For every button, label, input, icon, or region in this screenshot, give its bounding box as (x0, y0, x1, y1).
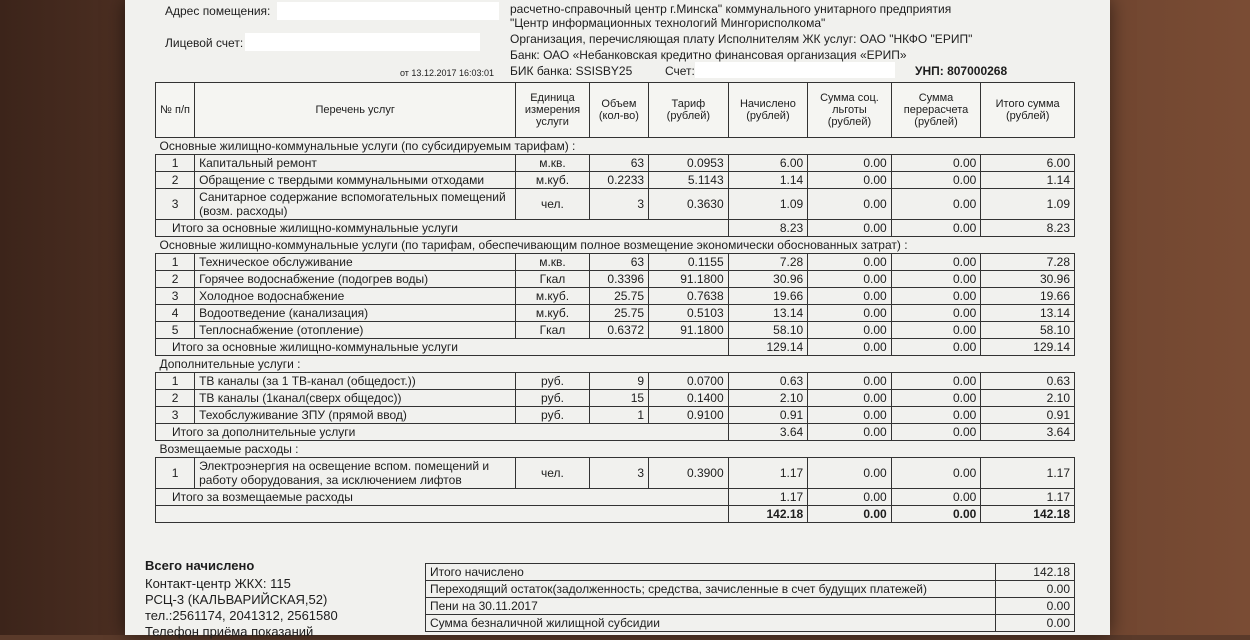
cell-benefit: 0.00 (808, 407, 892, 424)
col-header: Итого сумма (рублей) (981, 83, 1075, 138)
account-redaction (245, 33, 480, 51)
summary-label: Пени на 30.11.2017 (426, 598, 996, 615)
cell-charged: 2.10 (728, 390, 808, 407)
summary-value: 0.00 (996, 581, 1075, 598)
cell-charged: 1.14 (728, 172, 808, 189)
cell-unit: Гкал (516, 271, 589, 288)
col-header: № п/п (156, 83, 195, 138)
summary-value: 142.18 (996, 564, 1075, 581)
section-total-total: 129.14 (981, 339, 1075, 356)
cell-benefit: 0.00 (808, 458, 892, 489)
table-row (156, 288, 1075, 305)
issue-date: от 13.12.2017 16:03:01 (400, 68, 495, 78)
org-line: Организация, перечисляющая плату Исполнителям ЖК услуг: ОАО "НКФО "ЕРИП" (510, 32, 973, 46)
section-total-total: 3.64 (981, 424, 1075, 441)
grand-total-benefit: 0.00 (808, 506, 892, 523)
cell-benefit: 0.00 (808, 288, 892, 305)
section-total-recalc: 0.00 (891, 339, 981, 356)
section-total-recalc: 0.00 (891, 424, 981, 441)
services-table (155, 82, 1075, 523)
cell-n: 2 (156, 271, 195, 288)
section-total-row (156, 339, 1075, 356)
cell-benefit: 0.00 (808, 305, 892, 322)
unp-label: УНП: 807000268 (915, 64, 1008, 78)
cell-qty: 3 (589, 189, 648, 220)
table-row (156, 390, 1075, 407)
cell-total: 30.96 (981, 271, 1075, 288)
utility-bill-document (125, 0, 1110, 639)
cell-recalc: 0.00 (891, 271, 981, 288)
cell-charged: 58.10 (728, 322, 808, 339)
cell-n: 1 (156, 458, 195, 489)
cell-rate: 0.3630 (649, 189, 729, 220)
cell-unit: м.кв. (516, 155, 589, 172)
cell-name: ТВ каналы (за 1 ТВ-канал (общедост.)) (195, 373, 516, 390)
section-total-benefit: 0.00 (808, 424, 892, 441)
cell-charged: 13.14 (728, 305, 808, 322)
section-total-row (156, 220, 1075, 237)
summary-label: Переходящий остаток(задолженность; средства, зачисленные в счет будущих платежей) (426, 581, 996, 598)
summary-row (426, 581, 1075, 598)
col-header: Начислено (рублей) (728, 83, 808, 138)
cell-recalc: 0.00 (891, 305, 981, 322)
cell-unit: Гкал (516, 322, 589, 339)
col-header: Сумма перерасчета (рублей) (891, 83, 981, 138)
section-total-label: Итого за основные жилищно-коммунальные услуги (156, 339, 729, 356)
summary-table (425, 563, 1075, 632)
contact-line: тел.:2561174, 2041312, 2561580 (145, 608, 338, 623)
cell-unit: чел. (516, 458, 589, 489)
cell-qty: 0.6372 (589, 322, 648, 339)
cell-benefit: 0.00 (808, 390, 892, 407)
section-title: Основные жилищно-коммунальные услуги (по тарифам, обеспечивающим полное возмещение экономически обоснованных затрат) : (156, 237, 1075, 254)
cell-recalc: 0.00 (891, 458, 981, 489)
cell-rate: 0.0953 (649, 155, 729, 172)
summary-value: 0.00 (996, 615, 1075, 632)
summary-label: Сумма безналичной жилищной субсидии (426, 615, 996, 632)
cell-qty: 9 (589, 373, 648, 390)
cell-unit: м.куб. (516, 288, 589, 305)
cell-recalc: 0.00 (891, 373, 981, 390)
cell-benefit: 0.00 (808, 322, 892, 339)
address-redaction (277, 2, 499, 20)
cell-rate: 91.1800 (649, 271, 729, 288)
col-header: Перечень услуг (195, 83, 516, 138)
summary-label: Итого начислено (426, 564, 996, 581)
cell-total: 2.10 (981, 390, 1075, 407)
section-total-label: Итого за дополнительные услуги (156, 424, 729, 441)
cell-name: Горячее водоснабжение (подогрев воды) (195, 271, 516, 288)
cell-qty: 25.75 (589, 305, 648, 322)
summary-value: 0.00 (996, 598, 1075, 615)
cell-name: Техническое обслуживание (195, 254, 516, 271)
section-title: Основные жилищно-коммунальные услуги (по субсидируемым тарифам) : (156, 138, 1075, 155)
cell-total: 58.10 (981, 322, 1075, 339)
table-row (156, 322, 1075, 339)
cell-recalc: 0.00 (891, 322, 981, 339)
cell-total: 0.63 (981, 373, 1075, 390)
cell-rate: 0.9100 (649, 407, 729, 424)
center-line1: расчетно-справочный центр г.Минска" коммунального унитарного предприятия (510, 2, 952, 16)
section-total-row (156, 424, 1075, 441)
address-label: Адрес помещения: (165, 4, 271, 18)
center-line2: "Центр информационных технологий Мингорисполкома" (510, 16, 826, 30)
section-total-benefit: 0.00 (808, 489, 892, 506)
cell-total: 6.00 (981, 155, 1075, 172)
cell-recalc: 0.00 (891, 390, 981, 407)
bank-line: Банк: ОАО «Небанковская кредитно финансовая организация «ЕРИП» (510, 48, 907, 62)
cell-name: Электроэнергия на освещение вспом. помещений и работу оборудования, за исключением лифтов (195, 458, 516, 489)
col-header: Объем (кол-во) (589, 83, 648, 138)
account2-label: Счет: (665, 64, 695, 78)
cell-qty: 0.2233 (589, 172, 648, 189)
section-total-benefit: 0.00 (808, 339, 892, 356)
section-title: Возмещаемые расходы : (156, 441, 1075, 458)
cell-name: Обращение с твердыми коммунальными отходами (195, 172, 516, 189)
section-total-recalc: 0.00 (891, 220, 981, 237)
cell-rate: 0.1400 (649, 390, 729, 407)
section-total-charged: 1.17 (728, 489, 808, 506)
cell-recalc: 0.00 (891, 407, 981, 424)
cell-qty: 63 (589, 254, 648, 271)
cell-rate: 91.1800 (649, 322, 729, 339)
table-row (156, 305, 1075, 322)
section-total-label: Итого за основные жилищно-коммунальные услуги (156, 220, 729, 237)
cell-rate: 0.7638 (649, 288, 729, 305)
grand-total-recalc: 0.00 (891, 506, 981, 523)
section-title-row (156, 237, 1075, 254)
cell-charged: 1.09 (728, 189, 808, 220)
cell-benefit: 0.00 (808, 155, 892, 172)
cell-charged: 0.63 (728, 373, 808, 390)
contact-line: Контакт-центр ЖКХ: 115 (145, 576, 291, 591)
cell-rate: 5.1143 (649, 172, 729, 189)
section-total-charged: 8.23 (728, 220, 808, 237)
cell-rate: 0.1155 (649, 254, 729, 271)
cell-benefit: 0.00 (808, 373, 892, 390)
cell-recalc: 0.00 (891, 288, 981, 305)
cell-recalc: 0.00 (891, 172, 981, 189)
cell-name: Теплоснабжение (отопление) (195, 322, 516, 339)
cell-unit: м.куб. (516, 172, 589, 189)
cell-unit: руб. (516, 390, 589, 407)
cell-charged: 1.17 (728, 458, 808, 489)
table-row (156, 172, 1075, 189)
cell-charged: 7.28 (728, 254, 808, 271)
cell-total: 13.14 (981, 305, 1075, 322)
cell-charged: 30.96 (728, 271, 808, 288)
section-total-benefit: 0.00 (808, 220, 892, 237)
cell-qty: 63 (589, 155, 648, 172)
cell-name: Техобслуживание ЗПУ (прямой ввод) (195, 407, 516, 424)
contact-line: РСЦ-3 (КАЛЬВАРИЙСКАЯ,52) (145, 592, 328, 607)
cell-unit: м.кв. (516, 254, 589, 271)
cell-n: 1 (156, 373, 195, 390)
cell-name: ТВ каналы (1канал(сверх общедос)) (195, 390, 516, 407)
cell-charged: 6.00 (728, 155, 808, 172)
cell-n: 2 (156, 172, 195, 189)
section-total-charged: 3.64 (728, 424, 808, 441)
cell-unit: м.куб. (516, 305, 589, 322)
account-label: Лицевой счет: (165, 36, 244, 50)
grand-total-row (156, 506, 1075, 523)
cell-recalc: 0.00 (891, 155, 981, 172)
cell-benefit: 0.00 (808, 254, 892, 271)
cell-qty: 1 (589, 407, 648, 424)
section-total-total: 8.23 (981, 220, 1075, 237)
cell-benefit: 0.00 (808, 271, 892, 288)
cell-rate: 0.3900 (649, 458, 729, 489)
cell-qty: 15 (589, 390, 648, 407)
cell-total: 0.91 (981, 407, 1075, 424)
table-row (156, 407, 1075, 424)
cell-unit: руб. (516, 407, 589, 424)
cell-total: 1.09 (981, 189, 1075, 220)
cell-n: 5 (156, 322, 195, 339)
table-row (156, 254, 1075, 271)
cell-rate: 0.0700 (649, 373, 729, 390)
summary-row (426, 615, 1075, 632)
grand-total-row-label (156, 506, 729, 523)
cell-n: 3 (156, 288, 195, 305)
section-title: Дополнительные услуги : (156, 356, 1075, 373)
section-total-recalc: 0.00 (891, 489, 981, 506)
section-total-row (156, 489, 1075, 506)
cell-qty: 0.3396 (589, 271, 648, 288)
cell-recalc: 0.00 (891, 254, 981, 271)
cell-benefit: 0.00 (808, 189, 892, 220)
cell-recalc: 0.00 (891, 189, 981, 220)
cell-n: 1 (156, 155, 195, 172)
summary-row (426, 564, 1075, 581)
cell-name: Водоотведение (канализация) (195, 305, 516, 322)
table-row (156, 373, 1075, 390)
grand-total-label: Всего начислено (145, 558, 255, 573)
section-total-charged: 129.14 (728, 339, 808, 356)
table-header-row (156, 83, 1075, 138)
cell-n: 4 (156, 305, 195, 322)
cell-n: 2 (156, 390, 195, 407)
cell-total: 1.14 (981, 172, 1075, 189)
grand-total-total: 142.18 (981, 506, 1075, 523)
table-row (156, 458, 1075, 489)
table-row (156, 155, 1075, 172)
bik-label: БИК банка: SSISBY25 (510, 64, 633, 78)
cell-total: 1.17 (981, 458, 1075, 489)
cell-name: Санитарное содержание вспомогательных помещений (возм. расходы) (195, 189, 516, 220)
grand-total-charged: 142.18 (728, 506, 808, 523)
cell-charged: 0.91 (728, 407, 808, 424)
cell-rate: 0.5103 (649, 305, 729, 322)
col-header: Единица измерения услуги (516, 83, 589, 138)
summary-row (426, 598, 1075, 615)
section-title-row (156, 441, 1075, 458)
account2-redaction (695, 62, 895, 78)
section-title-row (156, 138, 1075, 155)
cell-name: Капитальный ремонт (195, 155, 516, 172)
table-row (156, 189, 1075, 220)
cell-n: 3 (156, 407, 195, 424)
cell-total: 7.28 (981, 254, 1075, 271)
section-title-row (156, 356, 1075, 373)
cell-benefit: 0.00 (808, 172, 892, 189)
section-total-label: Итого за возмещаемые расходы (156, 489, 729, 506)
cell-qty: 3 (589, 458, 648, 489)
cell-qty: 25.75 (589, 288, 648, 305)
bill-header (125, 0, 1110, 80)
col-header: Тариф (рублей) (649, 83, 729, 138)
cell-n: 1 (156, 254, 195, 271)
cell-unit: чел. (516, 189, 589, 220)
table-row (156, 271, 1075, 288)
cell-charged: 19.66 (728, 288, 808, 305)
section-total-total: 1.17 (981, 489, 1075, 506)
contact-block (145, 558, 415, 640)
col-header: Сумма соц. льготы (рублей) (808, 83, 892, 138)
cell-n: 3 (156, 189, 195, 220)
cell-name: Холодное водоснабжение (195, 288, 516, 305)
cell-total: 19.66 (981, 288, 1075, 305)
contact-line: Телефон приёма показаний (145, 624, 314, 639)
cell-unit: руб. (516, 373, 589, 390)
